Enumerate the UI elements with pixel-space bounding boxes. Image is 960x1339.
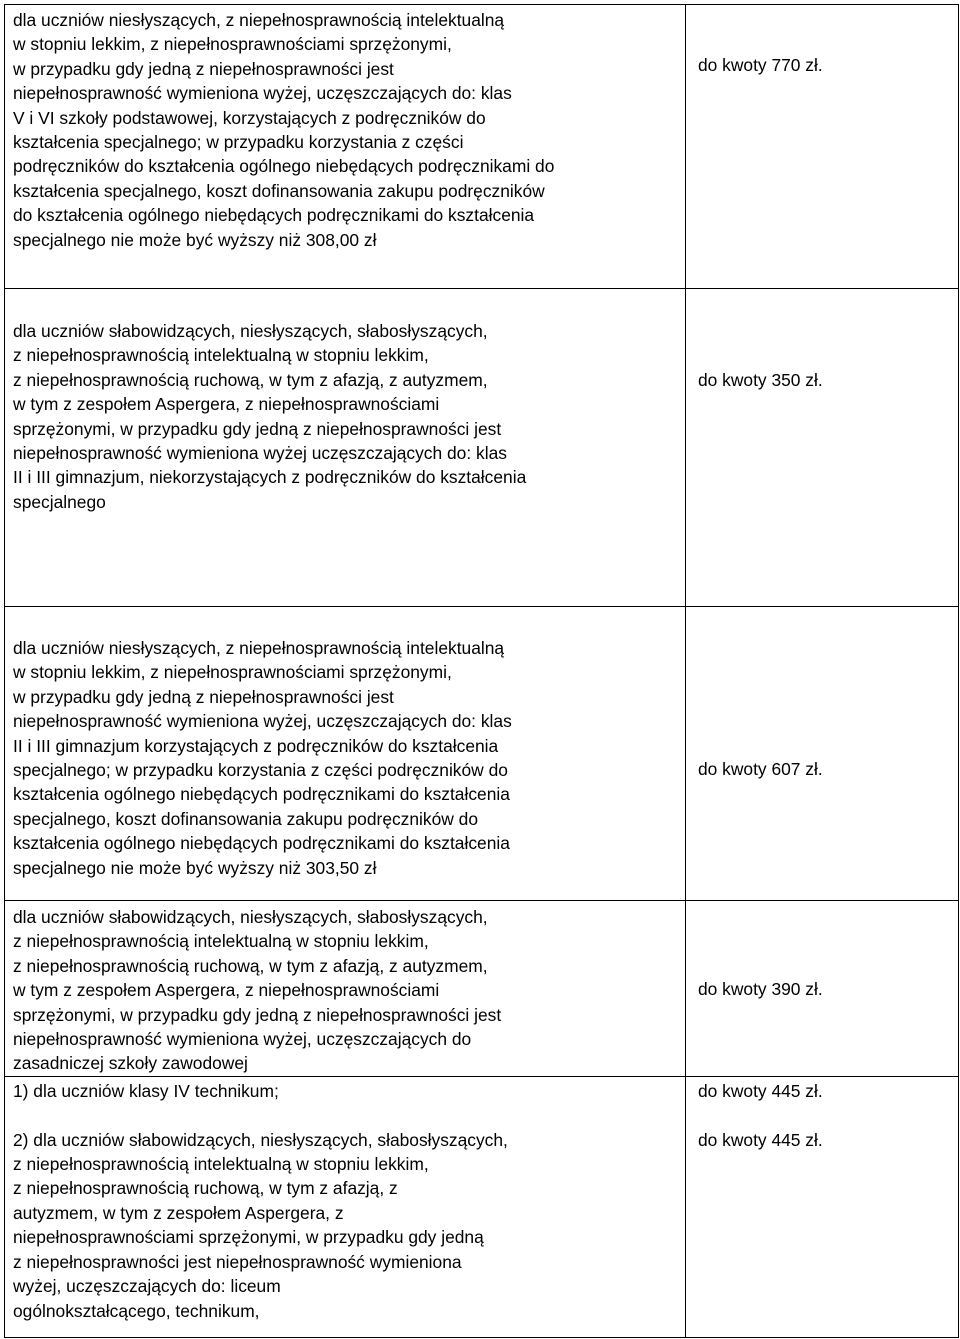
description-line: kształcenia ogólnego niebędących podręcznikami do kształcenia (13, 833, 510, 854)
amount-value: do kwoty 607 zł. (698, 759, 823, 779)
amount-value: do kwoty 445 zł. (698, 1080, 823, 1101)
description-line: w przypadku gdy jedną z niepełnosprawności jest (13, 58, 394, 79)
description-line: kształcenia specjalnego, koszt dofinansowania zakupu podręczników (13, 180, 545, 201)
description-line: w stopniu lekkim, z niepełnosprawnościami sprzężonymi, (13, 662, 452, 683)
description-cell (5, 5, 686, 289)
description-line: zasadniczej szkoły zawodowej (13, 1053, 248, 1074)
description-line: do kształcenia ogólnego niebędących podręcznikami do kształcenia (13, 205, 535, 226)
description-line: w stopniu lekkim, z niepełnosprawnościami sprzężonymi, (13, 34, 452, 55)
description-line: niepełnosprawnościami sprzężonymi, w przypadku gdy jedną (13, 1227, 484, 1248)
amount-cell (686, 607, 959, 901)
description-line: specjalnego (13, 491, 106, 512)
description-line: 2) dla uczniów słabowidzących, niesłyszących, słabosłyszących, (13, 1129, 508, 1150)
description-line: z niepełnosprawności jest niepełnosprawność wymieniona (13, 1251, 462, 1272)
description-line: z niepełnosprawnością ruchową, w tym z afazją, z autyzmem, (13, 955, 488, 976)
description-line: V i VI szkoły podstawowej, korzystających z podręczników do (13, 107, 486, 128)
description-line: II i III gimnazjum korzystających z podręczników do kształcenia (13, 735, 499, 756)
description-line: specjalnego nie może być wyższy niż 303,50 zł (13, 857, 377, 878)
description-line: specjalnego; w przypadku korzystania z części podręczników do (13, 760, 508, 781)
description-cell (5, 901, 686, 1077)
description-line: kształcenia ogólnego niebędących podręcznikami do kształcenia (13, 784, 510, 805)
amount-cell (686, 901, 959, 1077)
table-row (5, 1076, 959, 1337)
description-line: z niepełnosprawnością ruchową, w tym z afazją, z (13, 1178, 398, 1199)
description-line: z niepełnosprawnością intelektualną w stopniu lekkim, (13, 1154, 429, 1175)
description-line: autyzmem, w tym z zespołem Aspergera, z (13, 1202, 344, 1223)
description-line: w przypadku gdy jedną z niepełnosprawności jest (13, 686, 394, 707)
description-line: dla uczniów niesłyszących, z niepełnosprawnością intelektualną (13, 638, 505, 658)
amount-cell (686, 1076, 959, 1337)
description-line: sprzężonymi, w przypadku gdy jedną z niepełnosprawności jest (13, 418, 502, 439)
description-line (13, 1103, 685, 1127)
amount-value: do kwoty 445 zł. (698, 1129, 823, 1150)
description-line: z niepełnosprawnością intelektualną w stopniu lekkim, (13, 931, 429, 952)
description-line: specjalnego, koszt dofinansowania zakupu podręczników do (13, 808, 479, 829)
description-cell (5, 289, 686, 607)
description-line: z niepełnosprawnością ruchową, w tym z afazją, z autyzmem, (13, 369, 488, 390)
description-cell (5, 607, 686, 901)
description-line: kształcenia specjalnego; w przypadku korzystania z części (13, 132, 464, 153)
description-line: dla uczniów słabowidzących, niesłyszących, słabosłyszących, (13, 321, 488, 341)
description-line: II i III gimnazjum, niekorzystających z podręczników do kształcenia (13, 467, 527, 488)
description-line: podręczników do kształcenia ogólnego niebędących podręcznikami do (13, 156, 555, 177)
description-line: w tym z zespołem Aspergera, z niepełnosprawnościami (13, 394, 440, 415)
table-row (5, 5, 959, 289)
description-line: wyżej, uczęszczających do: liceum (13, 1276, 281, 1297)
description-line: 1) dla uczniów klasy IV technikum; (13, 1080, 279, 1101)
funding-table (4, 4, 959, 1338)
description-line: z niepełnosprawnością intelektualną w stopniu lekkim, (13, 345, 429, 366)
description-line: niepełnosprawność wymieniona wyżej uczęszczających do: klas (13, 443, 507, 464)
description-line: w tym z zespołem Aspergera, z niepełnosprawnościami (13, 980, 440, 1001)
description-line: dla uczniów słabowidzących, niesłyszących, słabosłyszących, (13, 907, 488, 927)
amount-value: do kwoty 390 zł. (698, 979, 823, 999)
amount-value: do kwoty 770 zł. (698, 55, 823, 75)
description-cell (5, 1076, 686, 1337)
amount-cell (686, 289, 959, 607)
description-line: niepełnosprawność wymieniona wyżej, uczęszczających do: klas (13, 711, 512, 732)
table-row (5, 607, 959, 901)
description-line: sprzężonymi, w przypadku gdy jedną z niepełnosprawności jest (13, 1004, 502, 1025)
description-line: niepełnosprawność wymieniona wyżej, uczęszczających do: klas (13, 83, 512, 104)
amount-value (698, 1103, 958, 1127)
description-line: niepełnosprawność wymieniona wyżej, uczęszczających do (13, 1029, 472, 1050)
description-line: specjalnego nie może być wyższy niż 308,00 zł (13, 229, 377, 250)
description-line: ogólnokształcącego, technikum, (13, 1300, 260, 1321)
amount-value: do kwoty 350 zł. (698, 370, 823, 390)
amount-cell (686, 5, 959, 289)
table-row (5, 289, 959, 607)
table-row (5, 901, 959, 1077)
description-line: dla uczniów niesłyszących, z niepełnosprawnością intelektualną (13, 10, 505, 30)
